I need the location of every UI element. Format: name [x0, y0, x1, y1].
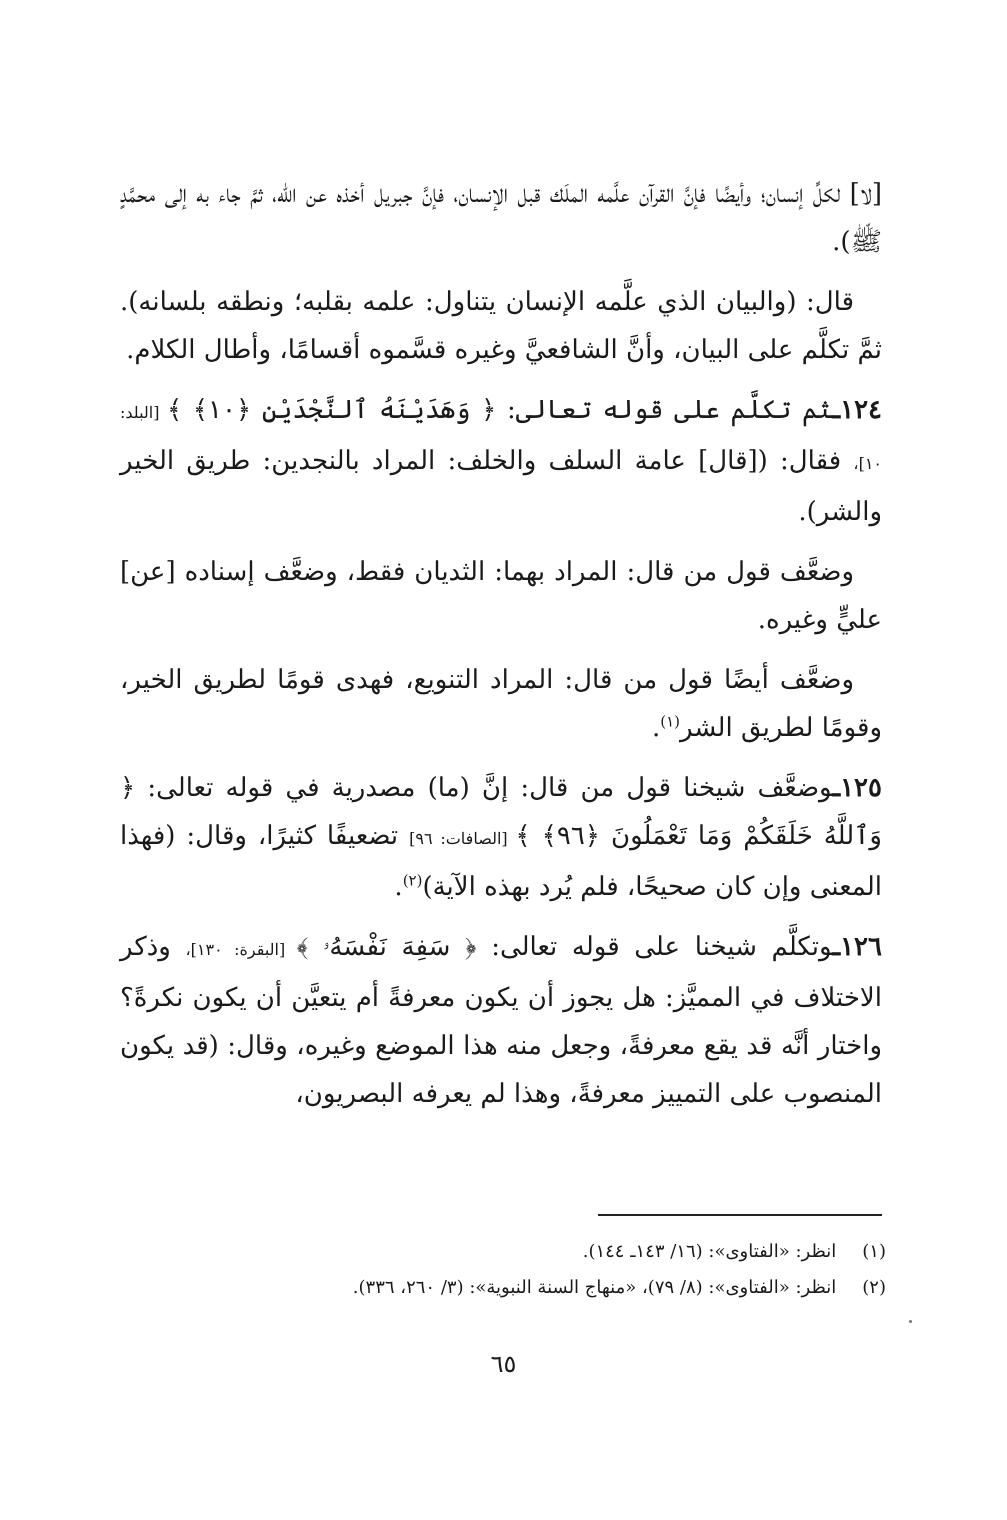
paragraph-text: قال: (والبيان الذي علَّمه الإنسان يتناول: علمه بقلبه؛ ونطقه بلسانه). ثمَّ تكلَّم على البيان، وأنَّ الشافعيَّ وغيره قسَّموه أقسامًا، وأطال الكلام. — [120, 287, 882, 365]
footnote-index: (٢) — [862, 1277, 886, 1298]
footnote-marker: (١) — [660, 712, 680, 731]
paragraph-text-continued: تضعيفًا كثيرًا، وقال: (فهذا المعنى وإن كان صحيحًا، فلم يُرد بهذه الآية) — [120, 821, 882, 902]
section-number: ١٢٦ـ — [832, 932, 882, 962]
footnote-text: انظر: «الفتاوى»: (٨/ ٧٩)، «منهاج السنة النبوية»: (٣/ ٢٦٠، ٣٣٦). — [352, 1277, 837, 1298]
paragraph-text: وضعَّف أيضًا قول من قال: المراد التنويع، فهدى قومًا لطريق الخير، وقومًا لطريق الشر — [120, 665, 882, 743]
footnote-marker: (٢) — [402, 871, 423, 890]
scan-speck — [909, 1320, 912, 1323]
paragraph — [120, 656, 882, 752]
paragraph-text: ثم تكلَّم على قوله تعالى: — [496, 395, 833, 425]
paragraph-end-punctuation: . — [394, 872, 403, 902]
paragraph — [120, 170, 882, 266]
quran-verse: ﴿ وَٱللَّهُ خَلَقَكُمْ وَمَا تَعْمَلُونَ ﴿٩٦﴾ ﴾ — [120, 773, 882, 851]
paragraph — [120, 764, 882, 911]
verse-reference: [البقرة: ١٣٠]، — [185, 940, 297, 959]
paragraph — [120, 923, 882, 1118]
paragraph — [120, 386, 882, 536]
paragraph — [120, 548, 882, 644]
main-text — [120, 170, 882, 1130]
verse-reference: [الصافات: ٩٦] — [409, 829, 516, 848]
paragraph-text: وضعَّف قول من قال: المراد بهما: الثديان فقط، وضعَّف إسناده [عن] عليٍّ وغيره. — [120, 557, 882, 635]
footnote-1 — [160, 1234, 886, 1270]
verse-reference: [البلد: ١٠]، — [120, 403, 882, 473]
footnotes — [160, 1234, 886, 1306]
paragraph-text: وضعَّف شيخنا قول من قال: إنَّ (ما) مصدرية في قوله تعالى: — [135, 773, 833, 803]
footnote-index: (١) — [862, 1241, 886, 1262]
quran-verse: ﴿ سَفِهَ نَفْسَهُۥ ﴾ — [296, 932, 477, 962]
quran-verse: ﴿ وَهَدَيْنَهُ ٱلنَّجْدَيْنِ ﴿١٠﴾ ﴾ — [166, 395, 497, 425]
paragraph-text: وتكلَّم شيخنا على قوله تعالى: — [476, 932, 833, 962]
paragraph-text-continued: وذكر الاختلاف في المميَّز: هل يجوز أن يكون معرفةً أم يتعيَّن أن يكون نكرةً؟ واختار أنَّه قد يقع معرفةً، وجعل منه هذا الموضع وغيره، وقال: (قد يكون المنصوب على التمييز معرفةً، وهذا لم يعرفه البصريون، — [120, 932, 882, 1109]
footnote-2 — [160, 1270, 886, 1306]
footnote-divider — [598, 1214, 882, 1216]
section-number: ١٢٤ـ — [832, 395, 883, 425]
paragraph-text-continued: فقال: ([قال] عامة السلف والخلف: المراد بالنجدين: طريق الخير والشر). — [120, 446, 882, 527]
paragraph-text: [لا] لكلِّ إنسان؛ وأيضًا فإنَّ القرآن علَّمه الملَك قبل الإنسان، فإنَّ جبريل أخذه عن الله، ثمَّ جاء به إلى محمَّدٍ ﷺ). — [120, 179, 882, 257]
section-number: ١٢٥ـ — [832, 773, 882, 803]
page-number: ٦٥ — [490, 1350, 517, 1378]
paragraph — [120, 278, 882, 374]
footnote-text: انظر: «الفتاوى»: (١٦/ ١٤٣ـ ١٤٤). — [582, 1241, 837, 1262]
paragraph-end-punctuation: . — [651, 713, 661, 743]
